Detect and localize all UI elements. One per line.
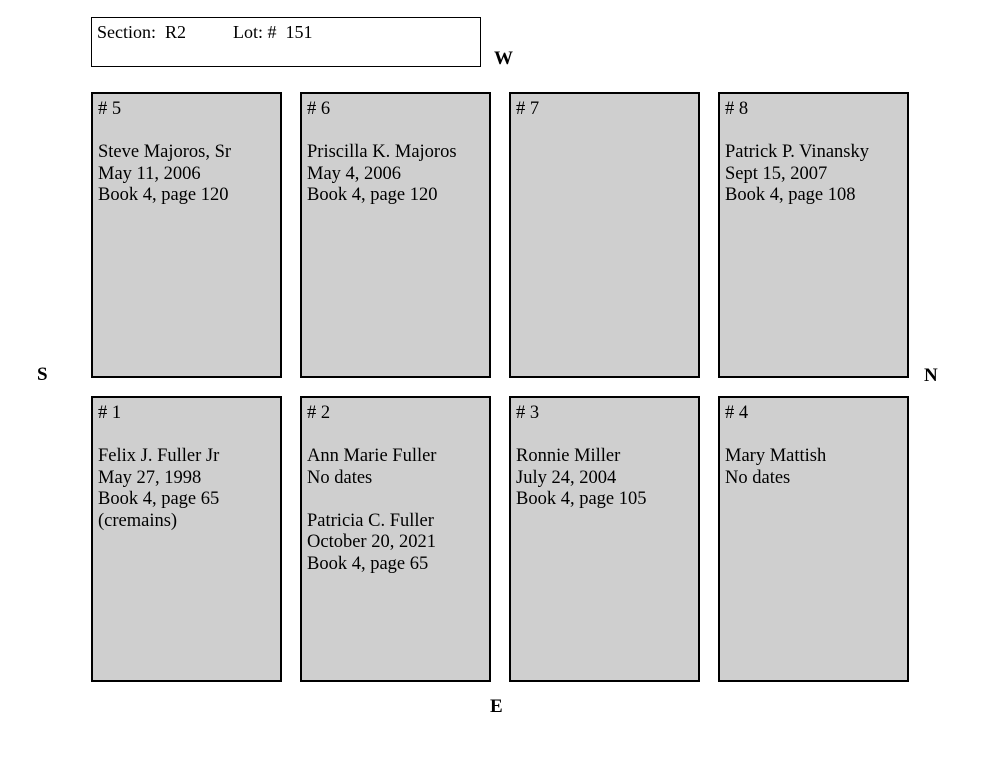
- section-value: R2: [165, 22, 187, 42]
- entry-line: Book 4, page 120: [98, 185, 229, 205]
- entry-line: October 20, 2021: [307, 532, 436, 552]
- burial-entry: [725, 142, 905, 207]
- section-info: [97, 22, 186, 43]
- plot-7: [509, 92, 700, 378]
- entry-line: Sept 15, 2007: [725, 163, 828, 184]
- plot-entries: [307, 142, 487, 228]
- entry-line: Ronnie Miller: [516, 446, 621, 466]
- plot-number: # 7: [516, 99, 540, 119]
- compass-north: N: [924, 365, 938, 386]
- plot-number: # 5: [98, 99, 122, 119]
- plot-number: # 3: [516, 403, 540, 423]
- entry-line: Ann Marie Fuller: [307, 446, 437, 466]
- entry-line: Book 4, page 108: [725, 185, 856, 205]
- section-label: Section:: [97, 22, 156, 42]
- plot-number: # 8: [725, 99, 749, 119]
- burial-entry: [725, 446, 905, 489]
- section-lot-header: [91, 17, 481, 67]
- burial-entry: [98, 446, 278, 532]
- entry-line: Felix J. Fuller Jr: [98, 446, 220, 466]
- plot-entries: [307, 446, 487, 597]
- compass-south: S: [37, 364, 48, 385]
- burial-entry: [307, 511, 487, 576]
- plot-2: [300, 396, 491, 682]
- burial-entry: [516, 446, 696, 511]
- entry-line: Book 4, page 65: [307, 553, 429, 574]
- plot-1: [91, 396, 282, 682]
- entry-line: Patrick P. Vinansky: [725, 142, 869, 162]
- plot-entries: [98, 142, 278, 228]
- plot-entries: [516, 446, 696, 532]
- entry-line: Book 4, page 65: [98, 489, 220, 509]
- entry-line: No dates: [307, 467, 373, 488]
- lot-label: Lot: #: [233, 22, 277, 42]
- compass-east: E: [490, 696, 503, 717]
- plot-number: # 4: [725, 403, 749, 423]
- entry-line: Patricia C. Fuller: [307, 510, 434, 531]
- plot-4: [718, 396, 909, 682]
- compass-west: W: [494, 48, 513, 69]
- plot-entries: [725, 142, 905, 228]
- entry-line: Steve Majoros, Sr: [98, 142, 232, 162]
- entry-line: May 4, 2006: [307, 163, 402, 184]
- entry-line: Priscilla K. Majoros: [307, 142, 457, 162]
- burial-entry: [98, 142, 278, 207]
- burial-entry: [307, 446, 487, 489]
- plot-6: [300, 92, 491, 378]
- plot-entries: [98, 446, 278, 554]
- entry-line: Book 4, page 120: [307, 185, 438, 205]
- plot-3: [509, 396, 700, 682]
- entry-line: (cremains): [98, 510, 178, 531]
- plot-number: # 1: [98, 403, 122, 423]
- plot-number: # 6: [307, 99, 331, 119]
- entry-line: Mary Mattish: [725, 446, 827, 466]
- entry-line: July 24, 2004: [516, 467, 617, 488]
- plot-8: [718, 92, 909, 378]
- lot-info: [233, 22, 313, 43]
- entry-line: May 11, 2006: [98, 163, 201, 184]
- entry-line: Book 4, page 105: [516, 489, 647, 509]
- entry-line: No dates: [725, 467, 791, 488]
- plot-5: [91, 92, 282, 378]
- plot-entries: [725, 446, 905, 511]
- burial-entry: [307, 142, 487, 207]
- entry-line: May 27, 1998: [98, 467, 202, 488]
- plot-number: # 2: [307, 403, 331, 423]
- lot-value: 151: [285, 22, 313, 42]
